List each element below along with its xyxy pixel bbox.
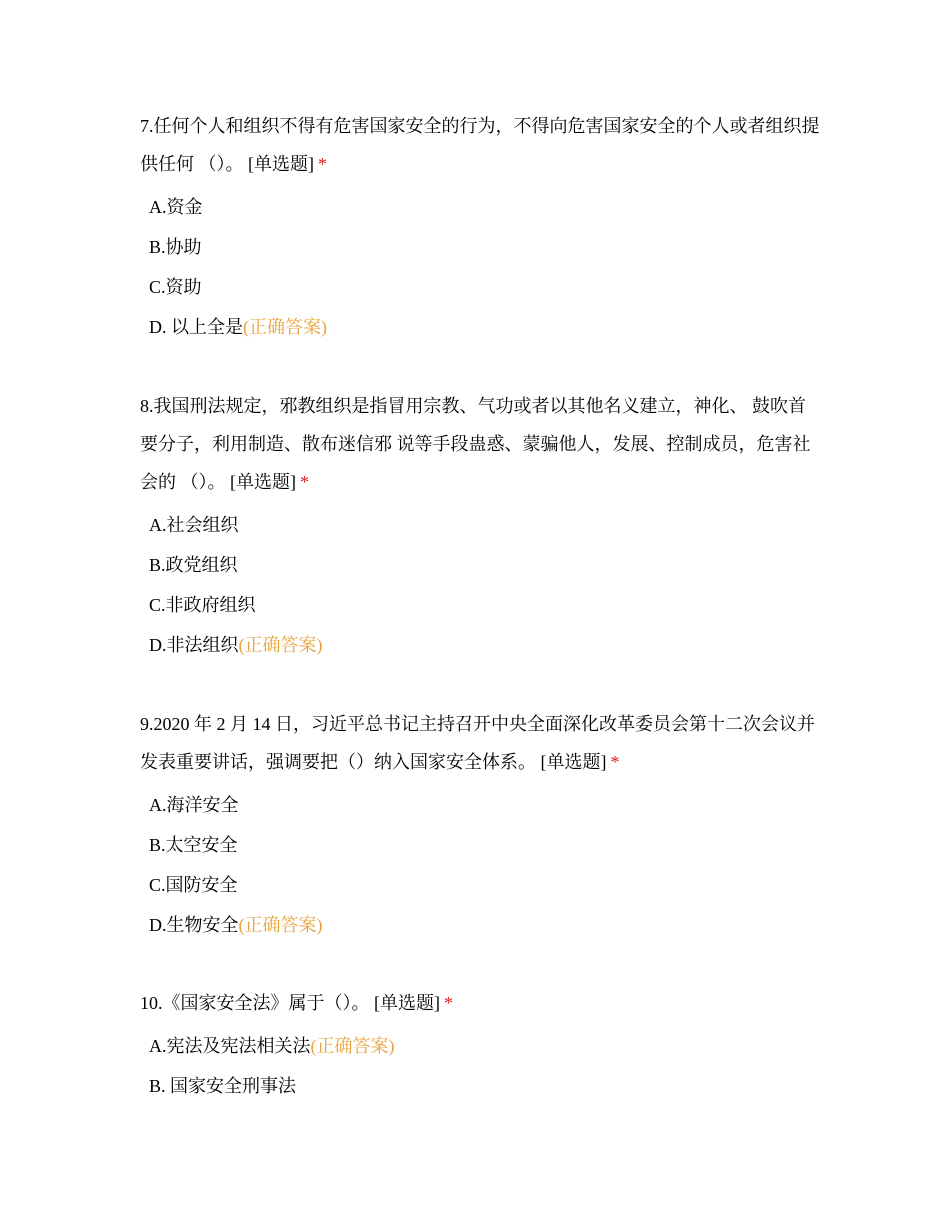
option-c: C.国防安全	[149, 875, 238, 895]
question-text: 10.《国家安全法》属于（）。	[140, 993, 370, 1013]
question-type-tag: [单选题]	[230, 472, 296, 492]
option-list	[140, 1026, 820, 1106]
option-a: A.宪法及宪法相关法(正确答案)	[149, 1036, 395, 1056]
question-stem	[140, 705, 820, 781]
question-7	[140, 107, 820, 347]
option-list	[140, 187, 820, 347]
required-asterisk: *	[444, 993, 453, 1013]
option-a: A.资金	[149, 197, 203, 217]
option-a: A.海洋安全	[149, 795, 239, 815]
option-list	[140, 785, 820, 945]
question-10	[140, 984, 820, 1106]
correct-answer-label: (正确答案)	[310, 1036, 395, 1056]
option-b: B.协助	[149, 237, 202, 257]
question-type-tag: [单选题]	[248, 154, 314, 174]
question-9	[140, 705, 820, 945]
question-stem	[140, 107, 820, 183]
option-d: D.非法组织(正确答案)	[149, 635, 323, 655]
option-a: A.社会组织	[149, 515, 239, 535]
option-d: D. 以上全是(正确答案)	[149, 317, 327, 337]
question-stem	[140, 984, 820, 1022]
correct-answer-label: (正确答案)	[243, 317, 327, 337]
question-text: 7.任何个人和组织不得有危害国家安全的行为，不得向危害国家安全的个人或者组织提供任何 （）。	[140, 116, 820, 174]
required-asterisk: *	[610, 752, 620, 772]
option-list	[140, 505, 820, 665]
option-c: C.非政府组织	[149, 595, 256, 615]
question-stem	[140, 387, 820, 501]
option-b: B.太空安全	[149, 835, 238, 855]
option-d: D.生物安全(正确答案)	[149, 915, 323, 935]
option-c: C.资助	[149, 277, 202, 297]
correct-answer-label: (正确答案)	[238, 635, 323, 655]
required-asterisk: *	[300, 472, 309, 492]
option-b: B. 国家安全刑事法	[149, 1076, 297, 1096]
question-text: 9.2020 年 2 月 14 日，习近平总书记主持召开中央全面深化改革委员会第十二次会议并发表重要讲话，强调要把（）纳入国家安全体系。	[140, 714, 815, 772]
correct-answer-label: (正确答案)	[238, 915, 323, 935]
question-text: 8.我国刑法规定，邪教组织是指冒用宗教、气功或者以其他名义建立，神化、 鼓吹首要分子，利用制造、散布迷信邪 说等手段蛊惑、蒙骗他人，发展、控制成员，危害社会的 （）。	[140, 396, 811, 492]
option-b: B.政党组织	[149, 555, 238, 575]
question-type-tag: [单选题]	[374, 993, 440, 1013]
required-asterisk: *	[318, 154, 327, 174]
question-type-tag: [单选题]	[540, 752, 607, 772]
question-8	[140, 387, 820, 665]
